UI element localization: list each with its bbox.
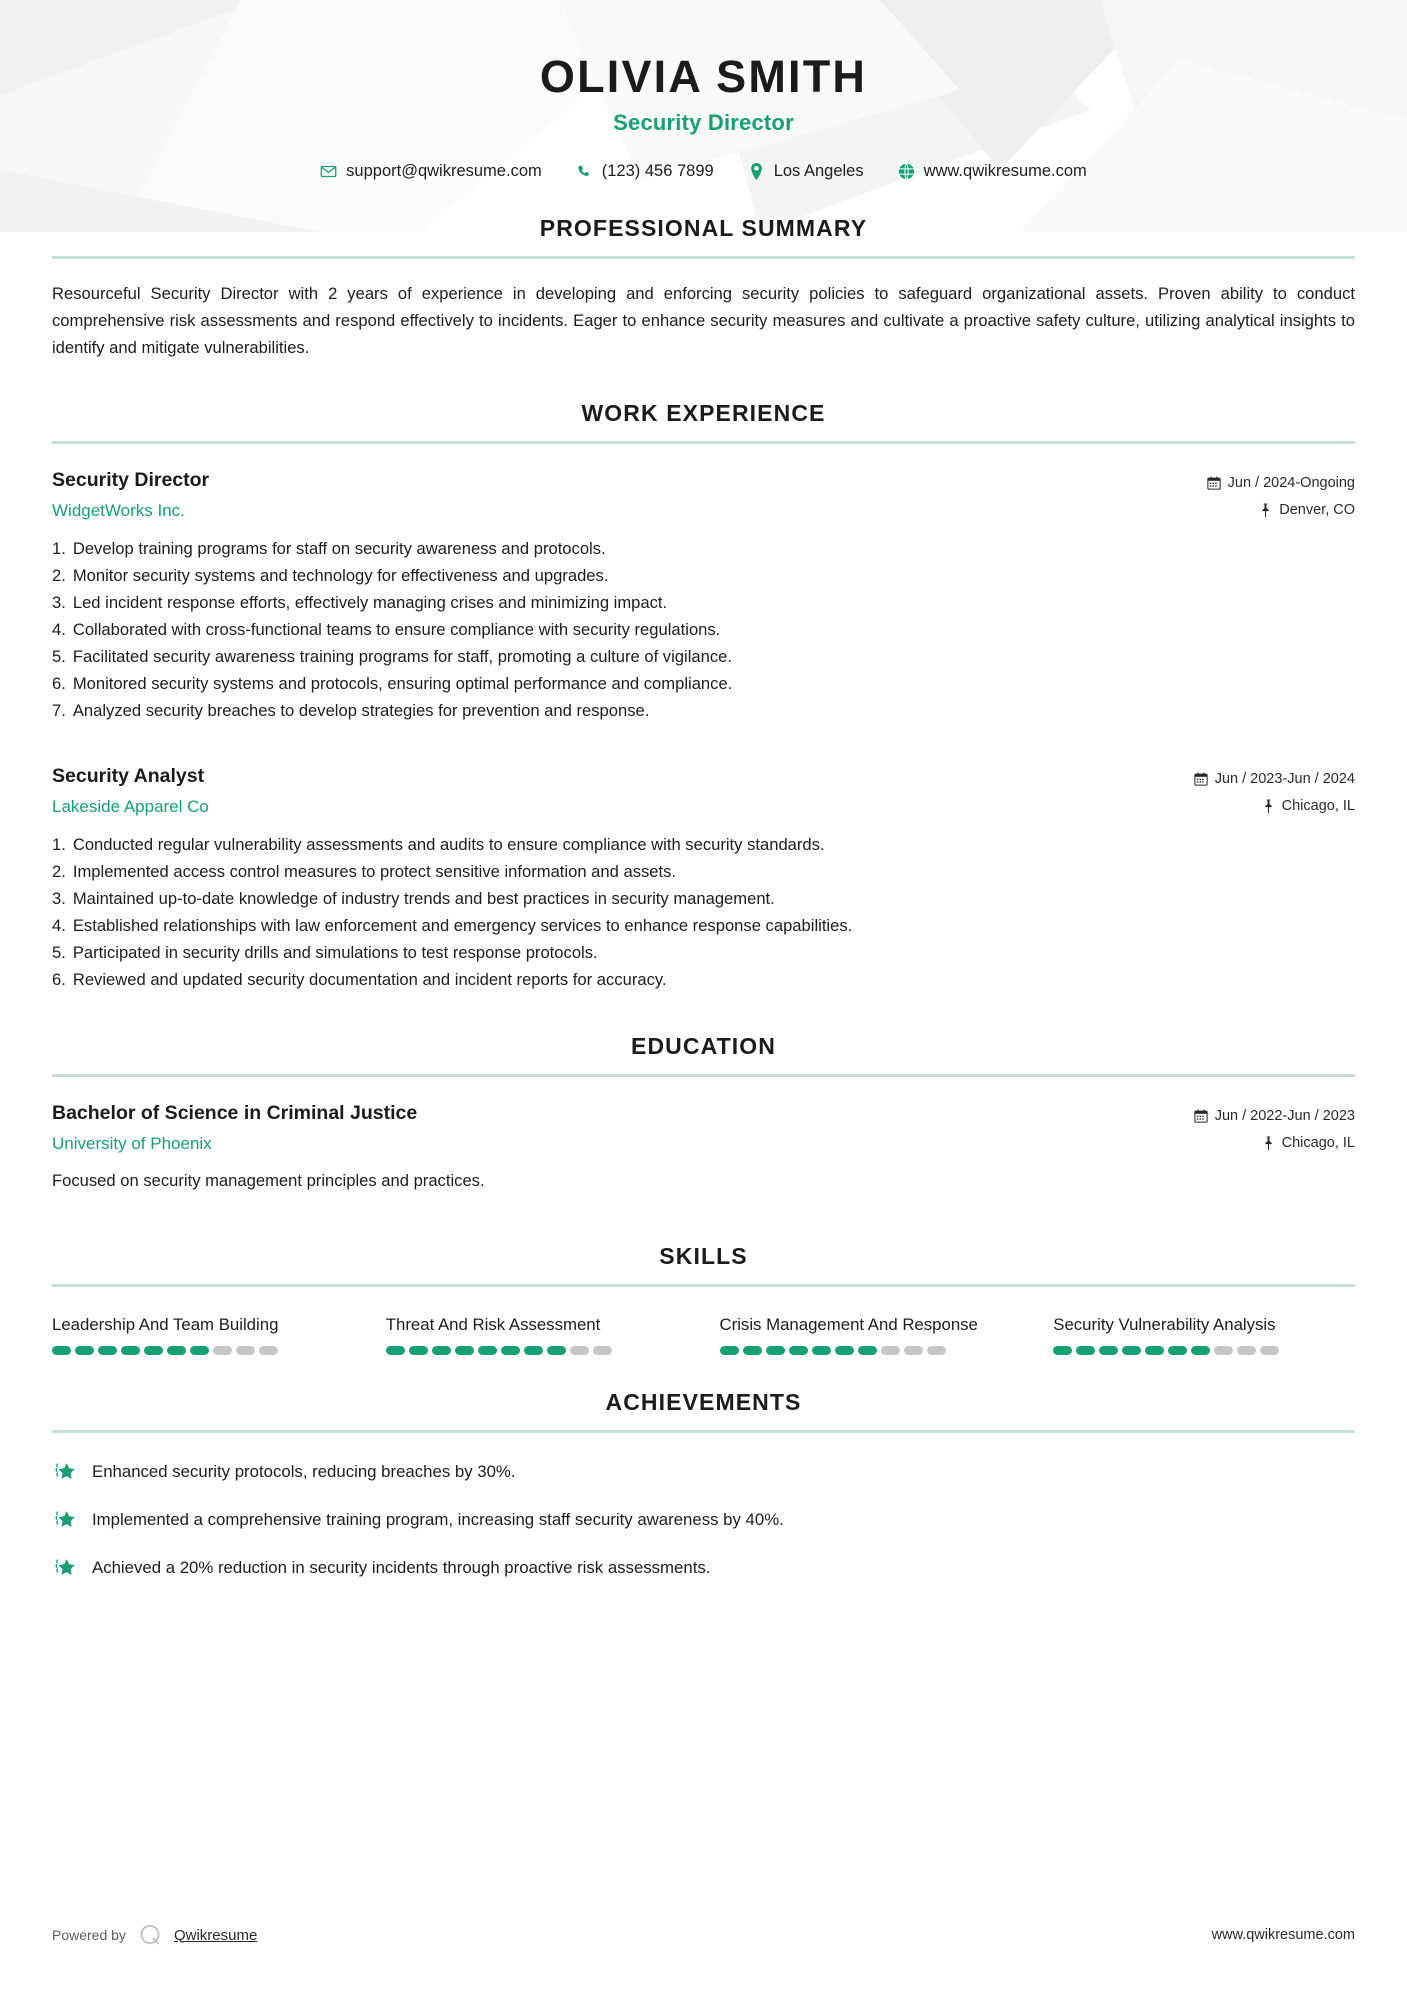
- bullet-text: Maintained up-to-date knowledge of industry trends and best practices in security management.: [72, 888, 775, 908]
- experience-entry: [52, 466, 1355, 724]
- skill-name: Leadership And Team Building: [52, 1314, 279, 1334]
- bullet-item: [52, 670, 1355, 697]
- section-title-summary: PROFESSIONAL SUMMARY: [539, 215, 868, 242]
- skill-level-dash: [1237, 1346, 1256, 1355]
- achievement-item: [52, 1507, 1355, 1533]
- entry-header: [52, 1099, 1355, 1158]
- star-badge-icon: [52, 1507, 78, 1533]
- skill-level-dash: [121, 1346, 140, 1355]
- contact-email-text: support@qwikresume.com: [346, 162, 542, 181]
- achievements-list: [52, 1455, 1355, 1581]
- qwikresume-brand-link[interactable]: Qwikresume: [173, 1926, 258, 1944]
- page-footer: [52, 1922, 1355, 1948]
- company-name: WidgetWorks Inc.: [52, 501, 185, 521]
- skill-level-dash: [190, 1346, 209, 1355]
- contact-phone[interactable]: [559, 162, 731, 181]
- skill-level-dash: [501, 1346, 520, 1355]
- bullet-number: 2.: [52, 861, 66, 881]
- skill-level-dash: [1168, 1346, 1187, 1355]
- skill-level-dash: [455, 1346, 474, 1355]
- bullet-text: Develop training programs for staff on security awareness and protocols.: [72, 538, 606, 558]
- entry-location: [1194, 1130, 1355, 1157]
- experience-entry: [52, 762, 1355, 993]
- resume-header: [0, 0, 1407, 181]
- skill-level-dash: [167, 1346, 186, 1355]
- entry-date: [1194, 766, 1355, 793]
- section-professional-summary: [52, 215, 1355, 372]
- skill-level-dash: [432, 1346, 451, 1355]
- bullet-item: [52, 589, 1355, 616]
- achievement-text: Achieved a 20% reduction in security incidents through proactive risk assessments.: [92, 1558, 711, 1578]
- bullet-text: Reviewed and updated security documentation and incident reports for accuracy.: [72, 969, 667, 989]
- skill-level-dash: [386, 1346, 405, 1355]
- bullet-number: 3.: [52, 888, 66, 908]
- education-list: [52, 1099, 1355, 1195]
- skill-level-dash: [812, 1346, 831, 1355]
- calendar-icon: [1194, 772, 1208, 786]
- skill-level-dash: [593, 1346, 612, 1355]
- bullet-item: [52, 562, 1355, 589]
- skill-level-dash: [1122, 1346, 1141, 1355]
- skill-level-dash: [144, 1346, 163, 1355]
- company-name: Lakeside Apparel Co: [52, 797, 209, 817]
- section-divider: [52, 256, 1355, 259]
- bullet-text: Analyzed security breaches to develop strategies for prevention and response.: [72, 700, 650, 720]
- calendar-icon: [1194, 1109, 1208, 1123]
- skill-level-dash: [52, 1346, 71, 1355]
- skill-item: [52, 1313, 354, 1355]
- section-divider: [52, 441, 1355, 444]
- skill-name: Threat And Risk Assessment: [385, 1314, 601, 1334]
- bullet-item: [52, 535, 1355, 562]
- contact-location[interactable]: [731, 162, 881, 181]
- bullet-text: Monitor security systems and technology for effectiveness and upgrades.: [72, 565, 609, 585]
- bullet-item: [52, 885, 1355, 912]
- pin-icon: [1262, 799, 1275, 813]
- entry-location: [1194, 793, 1355, 820]
- candidate-name: OLIVIA SMITH: [539, 51, 868, 102]
- bullet-item: [52, 858, 1355, 885]
- bullet-text: Implemented access control measures to protect sensitive information and assets.: [72, 861, 677, 881]
- star-badge-icon: [52, 1459, 78, 1485]
- skill-level-dash: [858, 1346, 877, 1355]
- bullet-text: Conducted regular vulnerability assessments and audits to ensure compliance with security standards.: [72, 834, 825, 854]
- bullet-text: Led incident response efforts, effectively managing crises and minimizing impact.: [72, 592, 668, 612]
- skill-level-dash: [835, 1346, 854, 1355]
- entry-date-text: Jun / 2023-Jun / 2024: [1214, 770, 1355, 787]
- experience-list: [52, 466, 1355, 993]
- entry-location: [1207, 497, 1355, 524]
- entry-primary-info: [52, 762, 1194, 821]
- bullet-list: [52, 535, 1355, 724]
- contact-row: [0, 162, 1407, 181]
- entry-header: [52, 466, 1355, 525]
- entry-primary-info: [52, 466, 1207, 525]
- bullet-text: Collaborated with cross-functional teams to ensure compliance with security regulations.: [72, 619, 721, 639]
- summary-text: Resourceful Security Director with 2 years of experience in developing and enforcing security policies to safeguard organizational assets. Proven ability to conduct comprehensive risk assessments and respond effectively to incidents. Eager to enhance security measures and cultivate a proactive safety culture, utilizing analytical insights to identify and mitigate vulnerabilities.: [52, 284, 1355, 358]
- skill-level-dash: [524, 1346, 543, 1355]
- job-title: Security Analyst: [52, 764, 205, 787]
- skill-name: Crisis Management And Response: [719, 1314, 978, 1334]
- education-description: Focused on security management principles and practices.: [52, 1171, 485, 1191]
- entry-location-text: Denver, CO: [1279, 501, 1355, 518]
- section-education: [52, 1033, 1355, 1195]
- skill-level-dash: [213, 1346, 232, 1355]
- contact-website[interactable]: [881, 162, 1104, 181]
- bullet-number: 4.: [52, 619, 66, 639]
- section-work-experience: [52, 400, 1355, 993]
- bullet-number: 7.: [52, 700, 66, 720]
- contact-location-text: Los Angeles: [773, 162, 864, 181]
- skill-level-bar: [1053, 1346, 1355, 1355]
- skill-level-dash: [1191, 1346, 1210, 1355]
- bullet-item: [52, 939, 1355, 966]
- skill-level-dash: [904, 1346, 923, 1355]
- skill-level-dash: [1145, 1346, 1164, 1355]
- skill-level-dash: [1260, 1346, 1279, 1355]
- entry-date-text: Jun / 2022-Jun / 2023: [1214, 1107, 1355, 1124]
- contact-website-text: www.qwikresume.com: [923, 162, 1087, 181]
- section-skills: [52, 1243, 1355, 1355]
- skills-grid: [52, 1309, 1355, 1355]
- qwikresume-logo-icon: [137, 1922, 163, 1948]
- section-divider: [52, 1284, 1355, 1287]
- skill-level-dash: [570, 1346, 589, 1355]
- entry-spacer: [52, 732, 1355, 762]
- bullet-text: Participated in security drills and simulations to test response protocols.: [72, 942, 598, 962]
- bullet-number: 1.: [52, 538, 66, 558]
- skill-level-dash: [789, 1346, 808, 1355]
- skill-level-dash: [1076, 1346, 1095, 1355]
- bullet-number: 4.: [52, 915, 66, 935]
- skill-level-bar: [52, 1346, 354, 1355]
- envelope-icon: [320, 163, 337, 180]
- bullet-number: 3.: [52, 592, 66, 612]
- bullet-text: Established relationships with law enforcement and emergency services to enhance response capabilities.: [72, 915, 853, 935]
- skill-level-dash: [98, 1346, 117, 1355]
- section-divider: [52, 1074, 1355, 1077]
- bullet-list: [52, 831, 1355, 993]
- job-title: Security Director: [52, 469, 210, 492]
- skill-level-dash: [478, 1346, 497, 1355]
- section-title-achievements: ACHIEVEMENTS: [605, 1389, 802, 1416]
- bullet-item: [52, 697, 1355, 724]
- bullet-item: [52, 643, 1355, 670]
- section-achievements: [52, 1389, 1355, 1581]
- education-entry: [52, 1099, 1355, 1195]
- entry-meta: [1207, 466, 1355, 524]
- section-title-experience: WORK EXPERIENCE: [581, 400, 826, 427]
- entry-meta: [1194, 1099, 1355, 1157]
- school-name: University of Phoenix: [52, 1134, 212, 1154]
- achievement-item: [52, 1555, 1355, 1581]
- bullet-number: 6.: [52, 673, 66, 693]
- globe-icon: [898, 163, 915, 180]
- entry-header: [52, 762, 1355, 821]
- pin-icon: [1259, 503, 1272, 517]
- entry-location-text: Chicago, IL: [1281, 797, 1355, 814]
- skill-item: [720, 1313, 1022, 1355]
- skill-level-bar: [720, 1346, 1022, 1355]
- skill-level-dash: [409, 1346, 428, 1355]
- skill-level-dash: [1099, 1346, 1118, 1355]
- entry-date: [1207, 470, 1355, 497]
- calendar-icon: [1207, 476, 1221, 490]
- skill-item: [386, 1313, 688, 1355]
- degree-title: Bachelor of Science in Criminal Justice: [52, 1101, 418, 1124]
- skill-item: [1053, 1313, 1355, 1355]
- achievement-item: [52, 1459, 1355, 1485]
- bullet-text: Monitored security systems and protocols, ensuring optimal performance and compliance.: [72, 673, 733, 693]
- footer-website[interactable]: www.qwikresume.com: [1211, 1927, 1355, 1943]
- footer-branding: [52, 1922, 257, 1948]
- contact-phone-text: (123) 456 7899: [601, 162, 714, 181]
- skill-level-dash: [236, 1346, 255, 1355]
- achievement-text: Enhanced security protocols, reducing breaches by 30%.: [92, 1462, 516, 1482]
- section-title-education: EDUCATION: [631, 1032, 776, 1059]
- bullet-number: 2.: [52, 565, 66, 585]
- bullet-number: 5.: [52, 646, 66, 666]
- skill-level-dash: [547, 1346, 566, 1355]
- skill-level-dash: [259, 1346, 278, 1355]
- bullet-item: [52, 966, 1355, 993]
- entry-meta: [1194, 762, 1355, 820]
- bullet-item: [52, 831, 1355, 858]
- skill-level-bar: [386, 1346, 688, 1355]
- skill-level-dash: [766, 1346, 785, 1355]
- powered-by-label: Powered by: [52, 1927, 126, 1943]
- skill-level-dash: [1053, 1346, 1072, 1355]
- pin-icon: [1262, 1136, 1275, 1150]
- section-title-skills: SKILLS: [659, 1242, 748, 1269]
- star-badge-icon: [52, 1555, 78, 1581]
- skill-level-dash: [881, 1346, 900, 1355]
- phone-icon: [576, 163, 593, 180]
- section-divider: [52, 1430, 1355, 1433]
- bullet-number: 1.: [52, 834, 66, 854]
- entry-location-text: Chicago, IL: [1281, 1134, 1355, 1151]
- entry-primary-info: [52, 1099, 1194, 1158]
- entry-date: [1194, 1103, 1355, 1130]
- bullet-text: Facilitated security awareness training programs for staff, promoting a culture of vigilance.: [72, 646, 732, 666]
- entry-date-text: Jun / 2024-Ongoing: [1227, 475, 1355, 492]
- achievement-text: Implemented a comprehensive training program, increasing staff security awareness by 40%.: [92, 1510, 784, 1530]
- skill-level-dash: [75, 1346, 94, 1355]
- skill-name: Security Vulnerability Analysis: [1053, 1314, 1276, 1334]
- skill-level-dash: [927, 1346, 946, 1355]
- skill-level-dash: [720, 1346, 739, 1355]
- bullet-item: [52, 912, 1355, 939]
- map-pin-icon: [748, 163, 765, 180]
- skill-level-dash: [1214, 1346, 1233, 1355]
- bullet-item: [52, 616, 1355, 643]
- candidate-role: Security Director: [613, 110, 794, 136]
- bullet-number: 6.: [52, 969, 66, 989]
- skill-level-dash: [743, 1346, 762, 1355]
- bullet-number: 5.: [52, 942, 66, 962]
- contact-email[interactable]: [303, 162, 559, 181]
